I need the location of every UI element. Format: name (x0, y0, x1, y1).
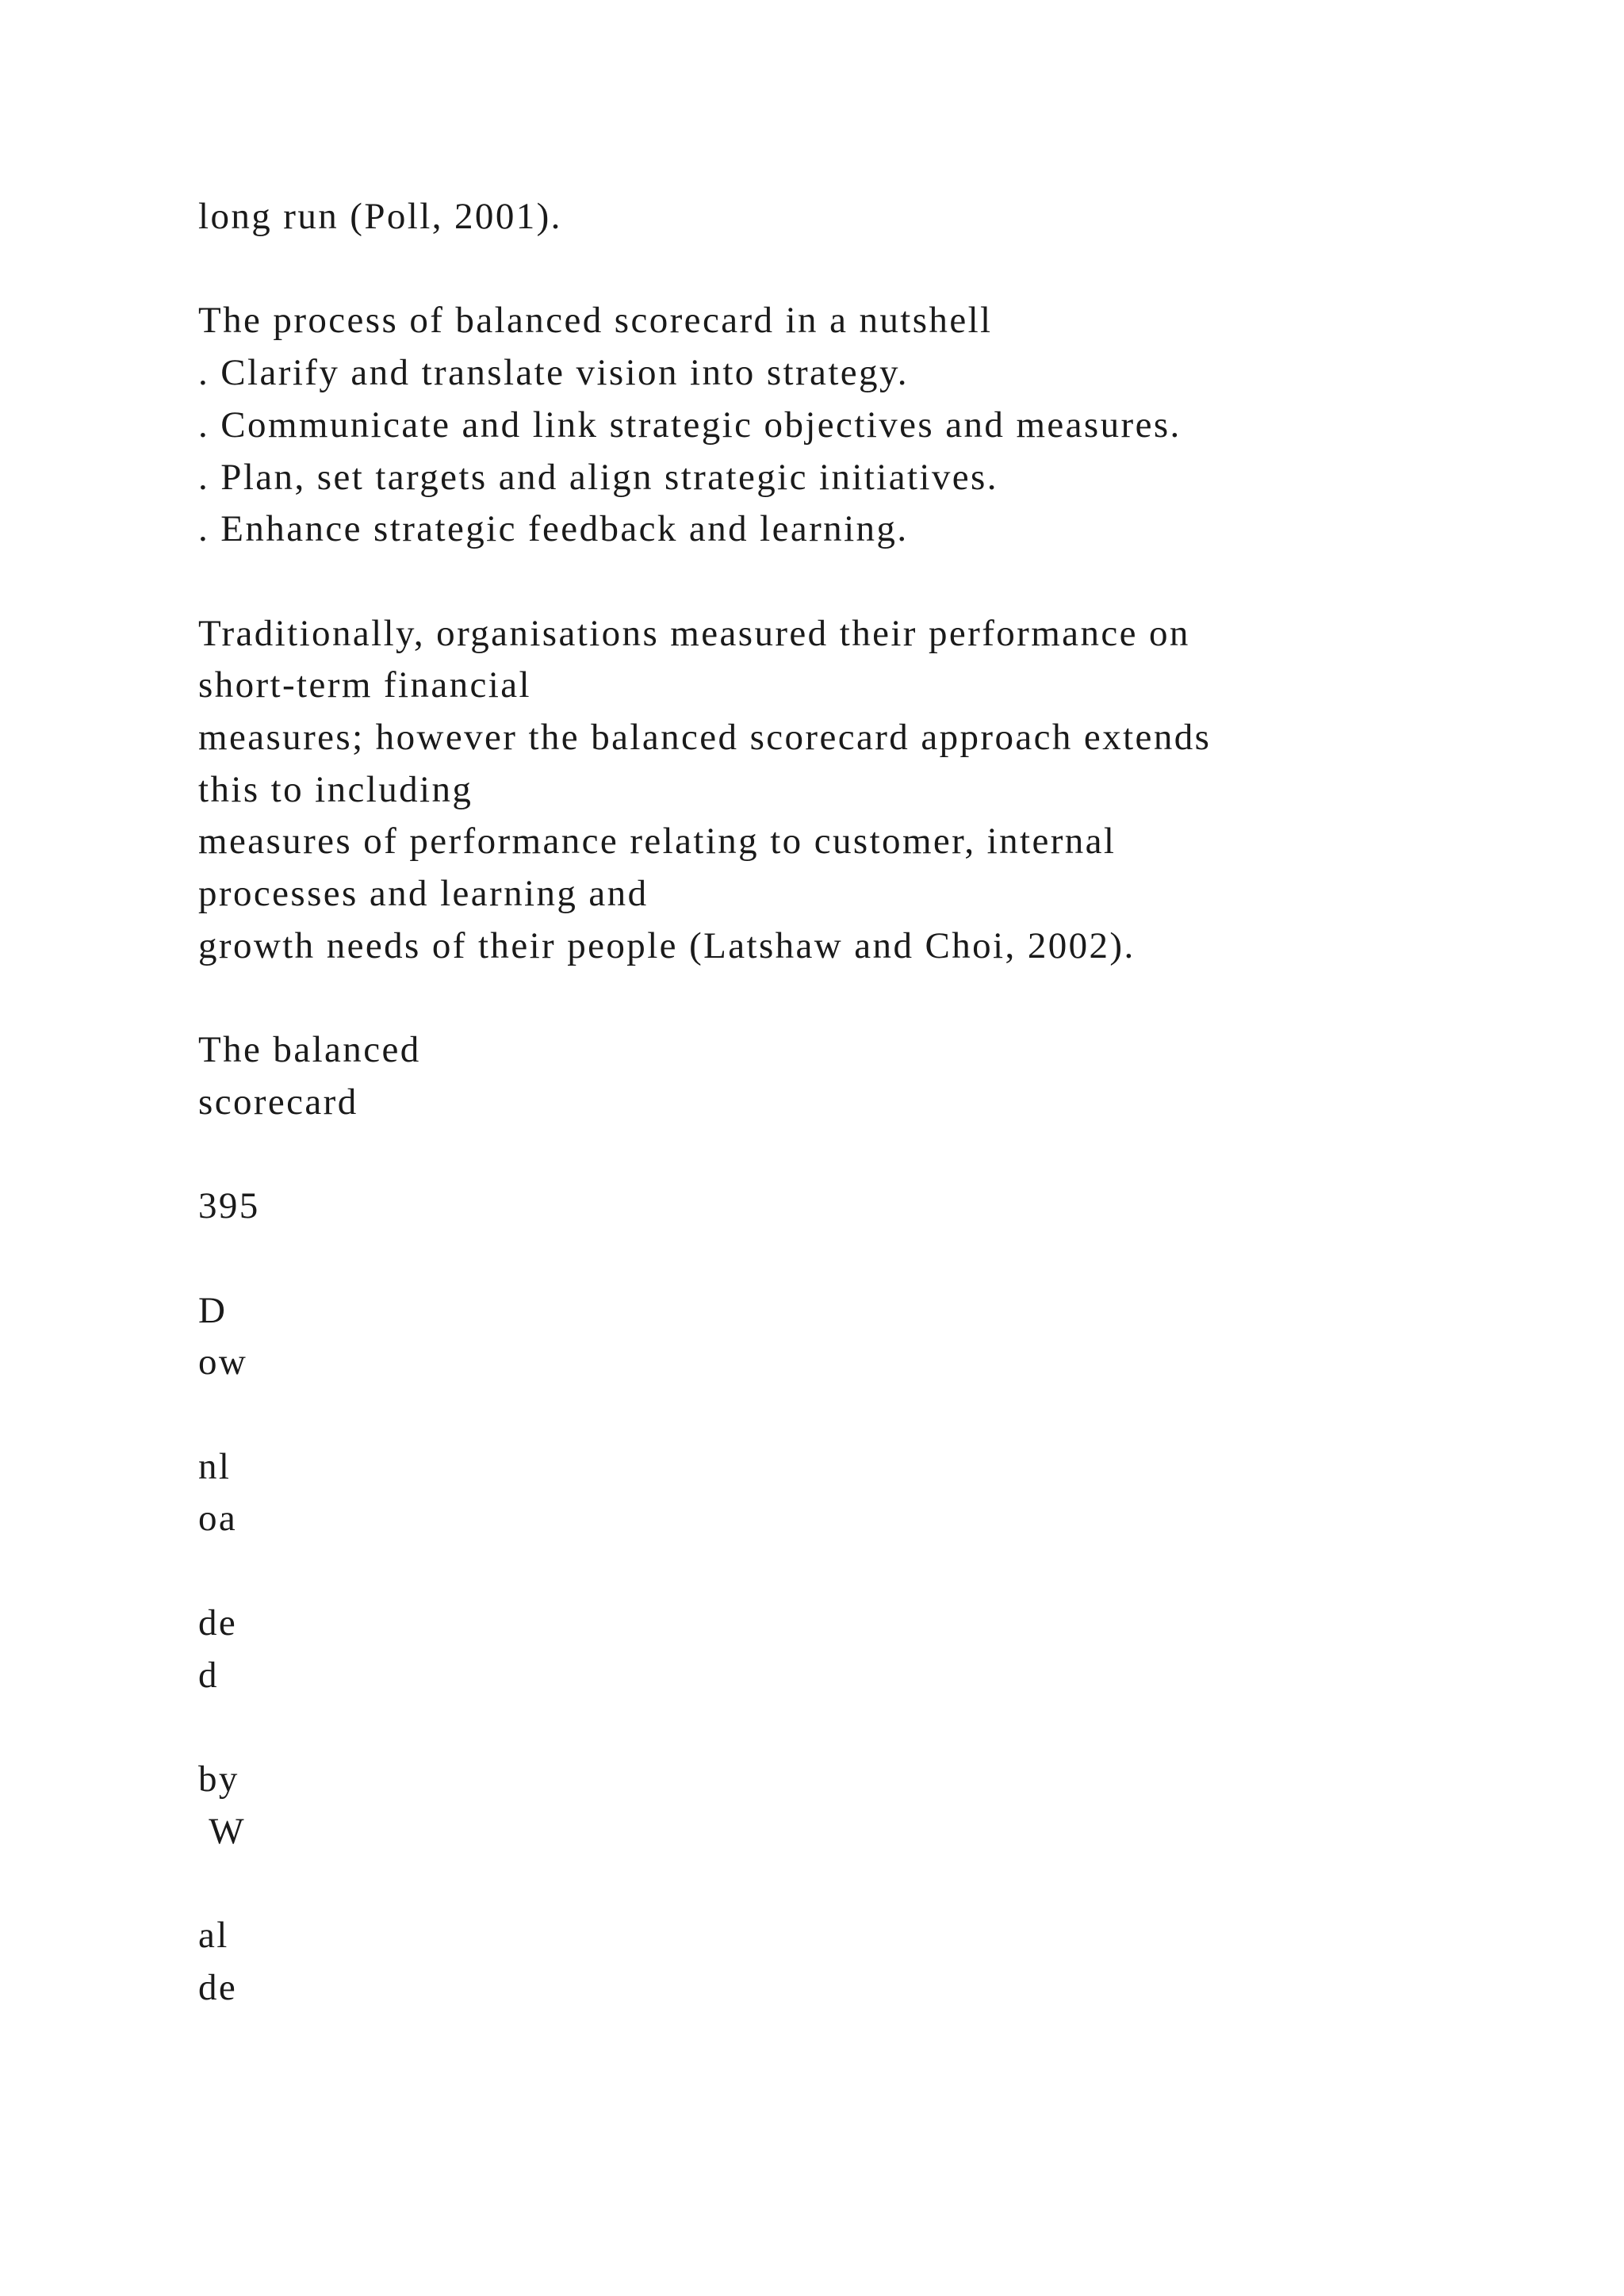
watermark-fragment: ow (198, 1341, 248, 1383)
watermark-fragment: by (198, 1758, 239, 1800)
spacer (198, 1129, 1546, 1181)
spacer (198, 556, 1546, 608)
paragraph-line: measures of performance relating to customer, internal (198, 821, 1116, 863)
page-text (198, 191, 1546, 2014)
paragraph-line: growth needs of their people (Latshaw and Choi, 2002). (198, 924, 1136, 966)
watermark-fragment: d (198, 1654, 219, 1696)
paragraph-line: Traditionally, organisations measured their performance on (198, 612, 1190, 654)
process-item: . Enhance strategic feedback and learning. (198, 508, 909, 550)
spacer (198, 243, 1546, 296)
watermark-fragment: al (198, 1915, 229, 1957)
running-head: The balanced (198, 1029, 421, 1071)
spacer (198, 1389, 1546, 1441)
watermark-fragment: oa (198, 1498, 238, 1540)
watermark-fragment: nl (198, 1445, 232, 1487)
watermark-fragment: de (198, 1601, 238, 1644)
running-head: scorecard (198, 1081, 358, 1123)
process-heading: The process of balanced scorecard in a nutshell (198, 300, 993, 342)
paragraph-line: processes and learning and (198, 873, 649, 915)
watermark-fragment: W (198, 1810, 247, 1852)
watermark-fragment: D (198, 1289, 228, 1331)
paragraph-line: short-term financial (198, 664, 531, 706)
spacer (198, 1545, 1546, 1598)
process-item: . Clarify and translate vision into strategy. (198, 352, 909, 394)
spacer (198, 973, 1546, 1025)
paragraph-line: this to including (198, 768, 473, 810)
process-item: . Plan, set targets and align strategic initiatives. (198, 456, 998, 498)
spacer (198, 1233, 1546, 1285)
spacer (198, 1858, 1546, 1910)
page-number: 395 (198, 1185, 260, 1227)
paragraph-line: measures; however the balanced scorecard approach extends (198, 717, 1212, 758)
watermark-fragment: de (198, 1966, 238, 2008)
spacer (198, 1701, 1546, 1754)
intro-line: long run (Poll, 2001). (198, 196, 562, 237)
process-item: . Communicate and link strategic objectives and measures. (198, 404, 1182, 446)
